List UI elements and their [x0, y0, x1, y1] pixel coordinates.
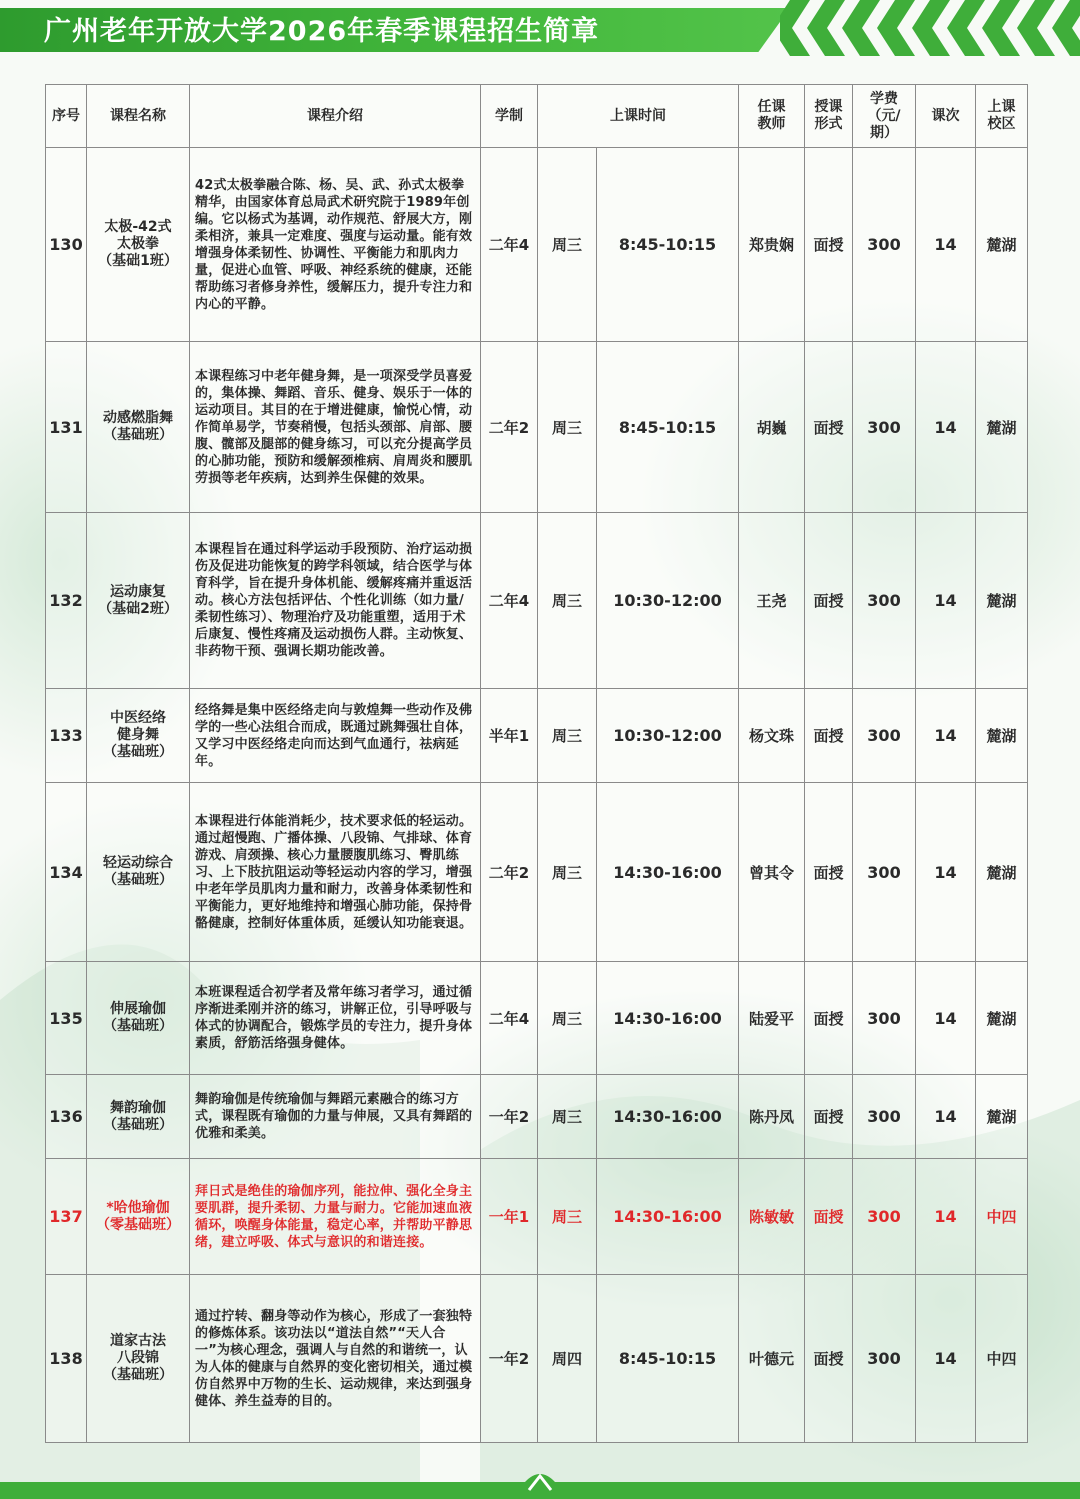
table-row: [46, 342, 1028, 513]
footer-notch-icon: [505, 1468, 575, 1499]
table-row: [46, 513, 1028, 689]
course-name: [87, 342, 190, 513]
course-time: 10:30-12:00: [597, 689, 739, 783]
course-term: 二年4: [481, 148, 538, 342]
header-intro: 课程介绍: [190, 85, 481, 148]
course-name-line2: 健身舞: [117, 727, 159, 743]
course-sessions: 14: [916, 342, 976, 513]
course-term: 二年2: [481, 342, 538, 513]
course-time: 14:30-16:00: [597, 962, 739, 1075]
course-fee: 300: [853, 689, 916, 783]
course-time: 14:30-16:00: [597, 783, 739, 962]
table-row: [46, 148, 1028, 342]
course-fee: 300: [853, 783, 916, 962]
table-row-highlighted: [46, 1159, 1028, 1275]
course-term: 一年2: [481, 1275, 538, 1443]
course-teacher: 曾其令: [739, 783, 805, 962]
header-teacher-line1: 任课: [757, 99, 786, 115]
table-row: [46, 1275, 1028, 1443]
course-campus: 中四: [976, 1159, 1028, 1275]
course-intro: 42式太极拳融合陈、杨、吴、武、孙式太极拳精华，由国家体育总局武术研究院于1989年创编。它以杨式为基调，动作规范、舒展大方，刚柔相济，兼具一定难度、强度与运动量。能有效增强身体柔韧性、协调性、平衡能力和肌肉力量，促进心血管、呼吸、神经系统的健康，还能帮助练习者修身养性，缓解压力，提升专注力和内心的平静。: [190, 148, 481, 342]
course-intro: 本课程练习中老年健身舞，是一项深受学员喜爱的，集体操、舞蹈、音乐、健身、娱乐于一体的运动项目。其目的在于增进健康，愉悦心情，动作简单易学，节奏稍慢，包括头颈部、肩部、腰腹、髋部及腿部的健身练习，可以充分提高学员的心肺功能，预防和缓解颈椎病、肩周炎和腰肌劳损等老年疾病，达到养生保健的效果。: [190, 342, 481, 513]
course-day: 周三: [538, 783, 597, 962]
course-num: 135: [46, 962, 87, 1075]
course-name-line2: （基础班）: [103, 872, 173, 888]
course-table: [45, 84, 1028, 1443]
course-name-line1: 太极-42式: [104, 219, 172, 235]
course-fee: 300: [853, 962, 916, 1075]
course-time: 14:30-16:00: [597, 1159, 739, 1275]
course-teacher: 陈敏敏: [739, 1159, 805, 1275]
course-fee: 300: [853, 1159, 916, 1275]
course-mode: 面授: [805, 513, 853, 689]
course-name-line2: （基础班）: [103, 1116, 173, 1133]
course-num: 132: [46, 513, 87, 689]
course-campus: 麓湖: [976, 148, 1028, 342]
header-time: 上课时间: [538, 85, 739, 148]
course-day: 周三: [538, 513, 597, 689]
header-name: 课程名称: [87, 85, 190, 148]
course-campus: 麓湖: [976, 513, 1028, 689]
course-sessions: 14: [916, 513, 976, 689]
course-mode: 面授: [805, 783, 853, 962]
course-time: 8:45-10:15: [597, 342, 739, 513]
header-fee: [853, 85, 916, 148]
header-campus-line1: 上课: [987, 99, 1016, 115]
header-fee-line2: （元/: [867, 107, 901, 124]
course-sessions: 14: [916, 783, 976, 962]
course-num: 137: [46, 1159, 87, 1275]
header-teacher: [739, 85, 805, 148]
course-campus: 中四: [976, 1275, 1028, 1443]
course-mode: 面授: [805, 1075, 853, 1159]
course-name-line1: 舞韵瑜伽: [110, 1099, 166, 1116]
course-name: [87, 783, 190, 962]
course-campus: 麓湖: [976, 689, 1028, 783]
course-teacher: 杨文珠: [739, 689, 805, 783]
course-name-line2: （基础班）: [103, 1018, 173, 1034]
course-day: 周三: [538, 1075, 597, 1159]
course-name-line3: （基础班）: [103, 744, 173, 760]
table-header-row: [46, 85, 1028, 148]
header-num: 序号: [46, 85, 87, 148]
course-name-line3: （基础1班）: [98, 253, 178, 269]
course-sessions: 14: [916, 962, 976, 1075]
course-num: 131: [46, 342, 87, 513]
course-name-line2: 太极拳: [117, 236, 159, 252]
course-name-line1: 伸展瑜伽: [110, 1001, 166, 1017]
header-fee-line1: 学费: [870, 90, 898, 107]
course-term: 二年4: [481, 962, 538, 1075]
course-name-line1: 中医经络: [110, 710, 166, 726]
course-mode: 面授: [805, 1159, 853, 1275]
course-term: 一年1: [481, 1159, 538, 1275]
course-time: 10:30-12:00: [597, 513, 739, 689]
page-header: [0, 0, 1080, 56]
course-day: 周四: [538, 1275, 597, 1443]
course-sessions: 14: [916, 689, 976, 783]
course-num: 133: [46, 689, 87, 783]
course-num: 130: [46, 148, 87, 342]
header-mode-line1: 授课: [814, 99, 843, 115]
course-day: 周三: [538, 962, 597, 1075]
header-mode: [805, 85, 853, 148]
course-mode: 面授: [805, 689, 853, 783]
course-name-line1: 动感燃脂舞: [103, 410, 173, 426]
course-num: 138: [46, 1275, 87, 1443]
course-name-line2: （零基础班）: [96, 1216, 180, 1233]
course-fee: 300: [853, 148, 916, 342]
course-name: [87, 1159, 190, 1275]
header-campus: [976, 85, 1028, 148]
course-intro: 本课程进行体能消耗少，技术要求低的轻运动。通过超慢跑、广播体操、八段锦、气排球、体育游戏、肩颈操、核心力量腰腹肌练习、臀肌练习、上下肢抗阻运动等轻运动内容的学习，增强中老年学员肌肉力量和耐力，改善身体柔韧性和平衡能力，更好地维持和增强心肺功能，保持骨骼健康，控制好体重体质，延缓认知功能衰退。: [190, 783, 481, 962]
page-title: 广州老年开放大学2026年春季课程招生简章: [44, 16, 600, 47]
course-sessions: 14: [916, 1075, 976, 1159]
course-campus: 麓湖: [976, 783, 1028, 962]
table-row: [46, 689, 1028, 783]
course-name-line1: 运动康复: [110, 583, 166, 600]
course-num: 136: [46, 1075, 87, 1159]
header-campus-line2: 校区: [987, 116, 1016, 132]
course-teacher: 叶德元: [739, 1275, 805, 1443]
course-term: 半年1: [481, 689, 538, 783]
course-campus: 麓湖: [976, 342, 1028, 513]
course-teacher: 陈丹凤: [739, 1075, 805, 1159]
course-day: 周三: [538, 1159, 597, 1275]
course-teacher: 胡巍: [739, 342, 805, 513]
header-teacher-line2: 教师: [757, 116, 786, 132]
course-time: 8:45-10:15: [597, 1275, 739, 1443]
course-campus: 麓湖: [976, 1075, 1028, 1159]
course-mode: 面授: [805, 1275, 853, 1443]
course-fee: 300: [853, 513, 916, 689]
course-day: 周三: [538, 342, 597, 513]
course-name: [87, 148, 190, 342]
header-sessions: 课次: [916, 85, 976, 148]
table-row: [46, 783, 1028, 962]
course-term: 一年2: [481, 1075, 538, 1159]
course-name-line1: 道家古法: [110, 1333, 166, 1349]
course-name-line1: 轻运动综合: [103, 855, 173, 871]
course-mode: 面授: [805, 962, 853, 1075]
chevron-decoration-icon: [780, 0, 1080, 56]
course-day: 周三: [538, 148, 597, 342]
course-teacher: 郑贵娴: [739, 148, 805, 342]
course-fee: 300: [853, 1075, 916, 1159]
course-name-line1: *哈他瑜伽: [106, 1199, 170, 1216]
header-fee-line3: 期）: [870, 124, 898, 141]
course-term: 二年4: [481, 513, 538, 689]
course-intro: 本课程旨在通过科学运动手段预防、治疗运动损伤及促进功能恢复的跨学科领域，结合医学与体育科学，旨在提升身体机能、缓解疼痛并重返活动。核心方法包括评估、个性化训练（如力量/柔韧性练习）、物理治疗及功能重塑，适用于术后康复、慢性疼痛及运动损伤人群。主动恢复、非药物干预、强调长期功能改善。: [190, 513, 481, 689]
course-num: 134: [46, 783, 87, 962]
course-name: [87, 1075, 190, 1159]
course-name: [87, 962, 190, 1075]
course-intro: 拜日式是绝佳的瑜伽序列，能拉伸、强化全身主要肌群，提升柔韧、力量与耐力。它能加速血液循环，唤醒身体能量，稳定心率，并帮助平静思绪，建立呼吸、体式与意识的和谐连接。: [190, 1159, 481, 1275]
course-sessions: 14: [916, 1159, 976, 1275]
header-mode-line2: 形式: [814, 116, 843, 132]
course-time: 8:45-10:15: [597, 148, 739, 342]
table-row: [46, 962, 1028, 1075]
course-mode: 面授: [805, 148, 853, 342]
course-fee: 300: [853, 1275, 916, 1443]
table-row: [46, 1075, 1028, 1159]
course-name: [87, 689, 190, 783]
course-name-line2: 八段锦: [117, 1350, 159, 1366]
course-teacher: 王尧: [739, 513, 805, 689]
course-name-line2: （基础2班）: [98, 600, 178, 617]
course-name-line2: （基础班）: [103, 427, 173, 443]
page-footer: [0, 1468, 1080, 1499]
header-term: 学制: [481, 85, 538, 148]
course-sessions: 14: [916, 1275, 976, 1443]
course-intro: 本班课程适合初学者及常年练习者学习，通过循序渐进柔刚并济的练习，讲解正位，引导呼吸与体式的协调配合，锻炼学员的专注力，提升身体素质，舒筋活络强身健体。: [190, 962, 481, 1075]
course-mode: 面授: [805, 342, 853, 513]
course-intro: 舞韵瑜伽是传统瑜伽与舞蹈元素融合的练习方式，课程既有瑜伽的力量与伸展，又具有舞蹈的优雅和柔美。: [190, 1075, 481, 1159]
course-time: 14:30-16:00: [597, 1075, 739, 1159]
course-day: 周三: [538, 689, 597, 783]
course-name: [87, 513, 190, 689]
course-fee: 300: [853, 342, 916, 513]
course-name: [87, 1275, 190, 1443]
course-intro: 经络舞是集中医经络走向与敦煌舞一些动作及佛学的一些心法组合而成，既通过跳舞强壮自体，又学习中医经络走向而达到气血通行，祛病延年。: [190, 689, 481, 783]
course-term: 二年2: [481, 783, 538, 962]
course-teacher: 陆爱平: [739, 962, 805, 1075]
course-intro: 通过拧转、翻身等动作为核心，形成了一套独特的修炼体系。该功法以“道法自然”“天人合一”为核心理念，强调人与自然的和谐统一，认为人体的健康与自然界的变化密切相关，通过模仿自然界中万物的生长、运动规律，来达到强身健体、养生益寿的目的。: [190, 1275, 481, 1443]
course-campus: 麓湖: [976, 962, 1028, 1075]
course-sessions: 14: [916, 148, 976, 342]
course-name-line3: （基础班）: [103, 1367, 173, 1383]
